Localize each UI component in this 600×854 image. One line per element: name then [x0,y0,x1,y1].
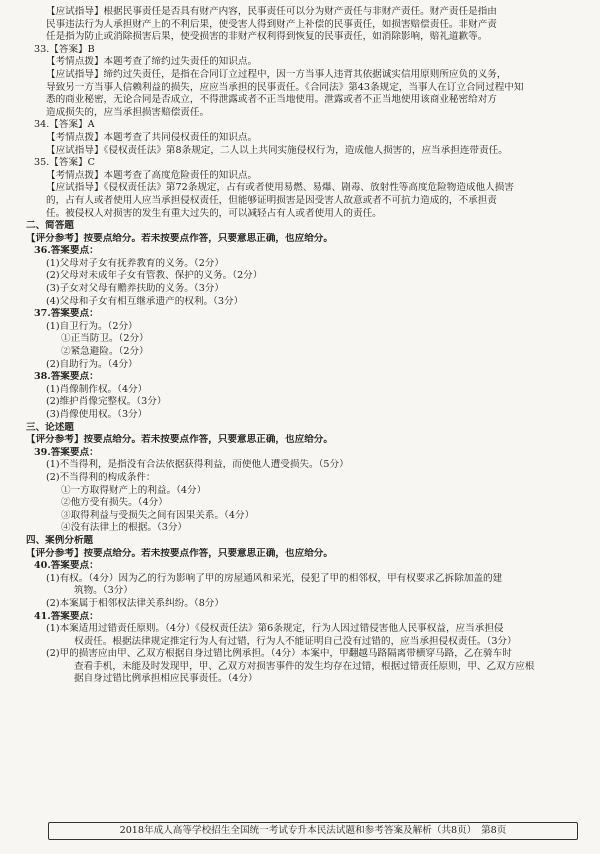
text-line: (2)不当得利的构成条件： [46,471,156,483]
section-heading: 三、论述题 [26,421,74,433]
text-line: 筑物。（3分） [74,585,133,597]
text-line: 据自身过错比例承担相应民事责任。（4分） [74,673,258,685]
text-line: (1)有权。（4分）因为乙的行为影响了甲的房屋通风和采光，侵犯了甲的相邻权，甲有权要求乙拆除加盖的建 [46,572,503,584]
question-answer-heading: 34.【答案】A [34,119,95,131]
text-line: ①正当防卫。（2分） [61,333,149,345]
question-answer-heading: 40.答案要点： [34,560,99,572]
text-line: (1)自卫行为。（2分） [46,320,138,332]
text-line: (3)肖像使用权。（3分） [46,409,148,420]
question-answer-heading: 37.答案要点： [34,308,99,320]
text-line: 的，占有人或者使用人应当承担侵权责任，但能够证明损害是因受害人故意或者不可抗力造成的，不承担责 [46,194,497,206]
page-footer: 2018年成人高等学校招生全国统一考试专升本民法试题和参考答案及解析（共8页） 第8页 [48,822,578,840]
answer-content [26,6,578,686]
text-line: ③取得利益与受损失之间有因果关系。（4分） [61,509,255,521]
text-line: 权责任。根据法律规定推定行为人有过错，行为人不能证明自己没有过错的，应当承担侵权责任。（3分） [74,635,517,647]
text-line: 悉的商业秘密，无论合同是否成立，不得泄露或者不正当地使用。泄露或者不正当地使用该商业秘密给对方 [46,94,497,106]
text-line: 导致另一方当事人信赖利益的损失，应应当承担的民事责任。《合同法》第43条规定，当事人在订立合同过程中知 [46,81,524,93]
text-line: 任是指为防止或消除损害后果，使受损害的非财产权利得到恢复的民事责任，如消除影响，赔礼道歉等。 [46,31,488,43]
text-line: 【考情点拨】本题考查了共同侵权责任的知识点。 [46,131,258,143]
text-line: (2)甲的损害应由甲、乙双方根据自身过错比例承担。（4分）本案中，甲翻越马路隔离带横穿马路，乙在骑车时 [46,648,512,660]
text-line: (2)父母对未成年子女有管教、保护的义务。（2分） [46,270,263,282]
text-line: 【应试指导】缔约过失责任，是指在合同订立过程中，因一方当事人违背其依据诚实信用原则所应负的义务， [46,68,507,80]
text-line: ①一方取得财产上的利益。（4分） [61,484,207,496]
question-answer-heading: 39.答案要点： [34,446,99,458]
text-line: ④没有法律上的根据。（3分） [61,522,188,534]
text-line: 任。被侵权人对损害的发生有重大过失的，可以减轻占有人或者使用人的责任。 [46,207,382,219]
text-line: 【考情点拨】本题考查了缔约过失责任的知识点。 [46,56,258,68]
question-answer-heading: 38.答案要点： [34,371,99,383]
question-answer-heading: 36.答案要点： [34,245,99,257]
text-line: (4)父母和子女有相互继承遗产的权利。（3分） [46,295,244,307]
text-line: 造成损失的，应当承担损害赔偿责任。 [46,106,210,118]
question-answer-heading: 33.【答案】B [34,43,95,55]
text-line: (1)不当得利，是指没有合法依据获得利益，而使他人遭受损失。（5分） [46,459,349,471]
text-line: (3)子女对父母有赡养扶助的义务。（3分） [46,283,224,295]
text-line: 【应试指导】《侵权责任法》第72条规定，占有或者使用易燃、易爆、剧毒、放射性等高度危险物造成他人损害 [46,182,514,194]
question-answer-heading: 35.【答案】C [34,157,95,169]
text-line: 【应试指导】《侵权责任法》第8条规定，二人以上共同实施侵权行为，造成他人损害的，应当承担连带责任。 [46,144,508,156]
question-answer-heading: 41.答案要点： [34,610,99,622]
text-line: ②他方受有损失。（4分） [61,497,168,509]
text-line: (1)肖像制作权。（4分） [46,383,148,395]
text-line: 【评分参考】按要点给分。若未按要点作答，只要意思正确，也应给分。 [26,547,333,559]
text-line: ②紧急避险。（2分） [61,346,149,358]
text-line: (2)自助行为。（4分） [46,358,138,370]
section-heading: 二、简答题 [26,220,74,232]
text-line: (2)维护肖像完整权。（3分） [46,396,167,408]
text-line: 【评分参考】按要点给分。若未按要点作答，只要意思正确，也应给分。 [26,434,333,446]
text-line: (2)本案属于相邻权法律关系纠纷。（8分） [46,597,224,609]
text-line: 查看手机，未能及时发现甲，甲、乙双方对损害事件的发生均存在过错，根据过错责任原则，甲、乙双方应根 [74,660,535,672]
text-line: 【应试指导】根据民事责任是否具有财产内容，民事责任可以分为财产责任与非财产责任。财产责任是指由 [46,6,497,17]
text-line: 民事违法行为人承担财产上的不利后果，使受害人得到财产上补偿的民事责任，如损害赔偿责任。非财产责 [46,18,497,30]
text-line: (1)父母对子女有抚养教育的义务。（2分） [46,257,224,269]
section-heading: 四、案例分析题 [26,534,94,546]
text-line: 【评分参考】按要点给分。若未按要点作答，只要意思正确，也应给分。 [26,232,333,244]
text-line: 【考情点拨】本题考查了高度危险责任的知识点。 [46,169,258,181]
text-line: (1)本案适用过错责任原则。（4分）《侵权责任法》第6条规定，行为人因过错侵害他人民事权益，应当承担侵 [46,623,504,635]
